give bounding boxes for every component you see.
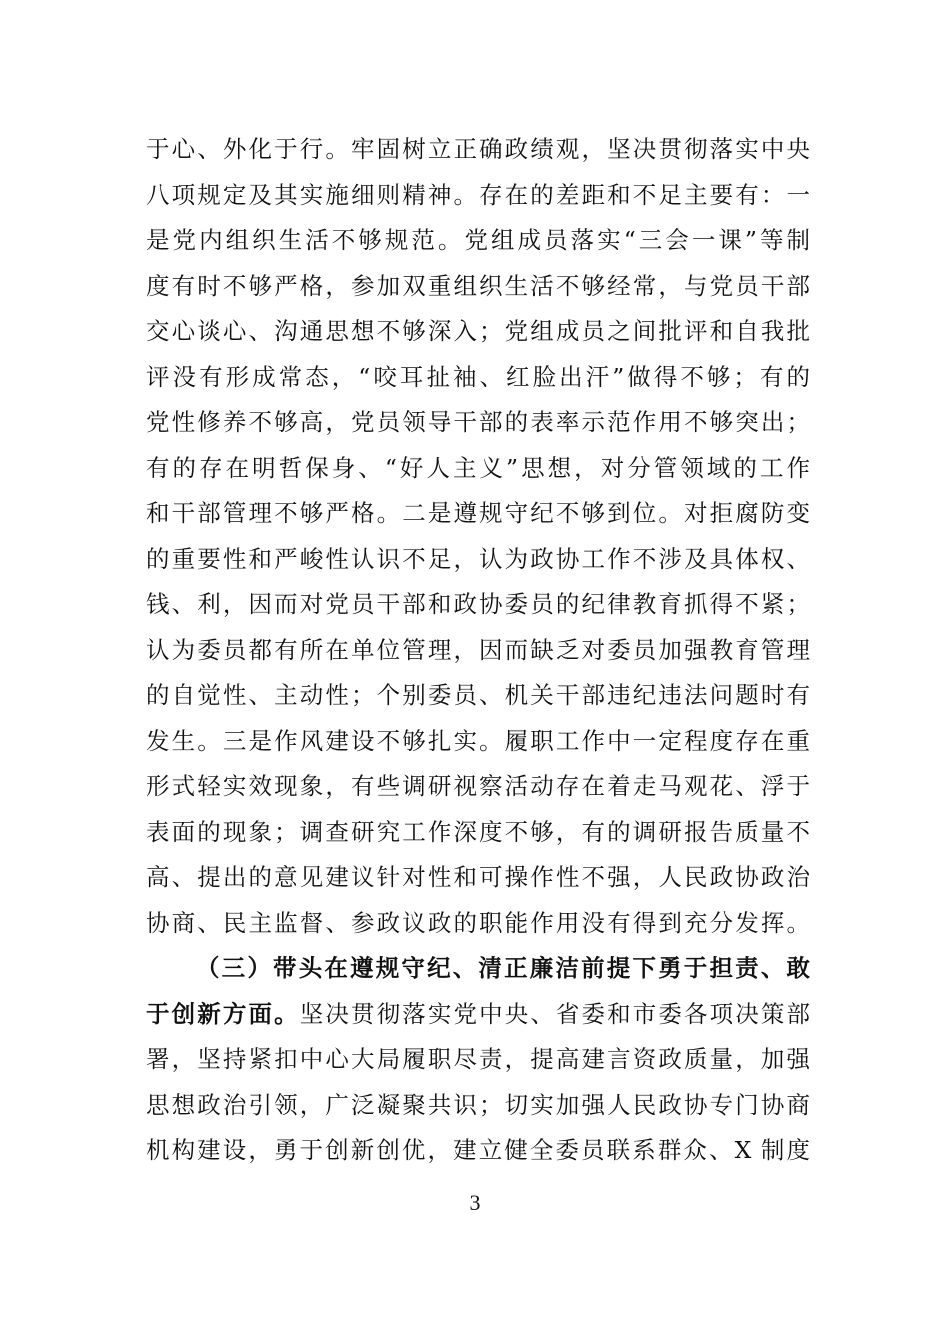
- text-line: 表面的现象；调查研究工作深度不够，有的调研报告质量不: [146, 817, 810, 846]
- section-heading: （三）带头在遵规守纪、清正廉洁前提下勇于担责、敢: [196, 954, 810, 982]
- text-line: 机构建设，勇于创新创优，建立健全委员联系群众、X 制度: [146, 1136, 810, 1164]
- text-line: 思想政治引领，广泛凝聚共识；切实加强人民政协专门协商: [146, 1090, 810, 1119]
- text-line: 八项规定及其实施细则精神。存在的差距和不足主要有：一: [146, 180, 810, 209]
- section-line-rest: 坚决贯彻落实党中央、省委和市委各项决策部: [299, 999, 810, 1028]
- text-line: 形式轻实效现象，有些调研视察活动存在着走马观花、浮于: [146, 772, 810, 800]
- section-heading-end: 于创新方面。: [146, 999, 300, 1028]
- text-line: 评没有形成常态，“咬耳扯袖、红脸出汗”做得不够；有的: [146, 362, 810, 391]
- text-line: 和干部管理不够严格。二是遵规守纪不够到位。对拒腐防变: [146, 499, 810, 527]
- text-line: 交心谈心、沟通思想不够深入；党组成员之间批评和自我批: [146, 317, 810, 345]
- text-line: 高、提出的意见建议针对性和可操作性不强，人民政协政治: [146, 863, 810, 891]
- text-line: 是党内组织生活不够规范。党组成员落实“三会一课”等制: [146, 226, 810, 254]
- text-line: 发生。三是作风建设不够扎实。履职工作中一定程度存在重: [146, 726, 810, 755]
- text-line: 认为委员都有所在单位管理，因而缺乏对委员加强教育管理: [146, 635, 810, 664]
- text-line: 协商、民主监督、参政议政的职能作用没有得到充分发挥。: [146, 908, 810, 937]
- text-line: 的自觉性、主动性；个别委员、机关干部违纪违法问题时有: [146, 681, 810, 709]
- section-line: [146, 992, 810, 1038]
- body-text: [146, 127, 810, 1174]
- page-number: 3: [469, 1190, 481, 1215]
- text-line: 度有时不够严格，参加双重组织生活不够经常，与党员干部: [146, 271, 810, 300]
- text-line: 党性修养不够高，党员领导干部的表率示范作用不够突出；: [146, 408, 810, 436]
- text-line: 钱、利，因而对党员干部和政协委员的纪律教育抓得不紧；: [146, 590, 810, 618]
- text-line: 有的存在明哲保身、“好人主义”思想，对分管领域的工作: [146, 453, 810, 482]
- text-line: 署，坚持紧扣中心大局履职尽责，提高建言资政质量，加强: [146, 1045, 810, 1073]
- text-line: 于心、外化于行。牢固树立正确政绩观，坚决贯彻落实中央: [146, 135, 810, 163]
- text-line: 的重要性和严峻性认识不足，认为政协工作不涉及具体权、: [146, 544, 810, 573]
